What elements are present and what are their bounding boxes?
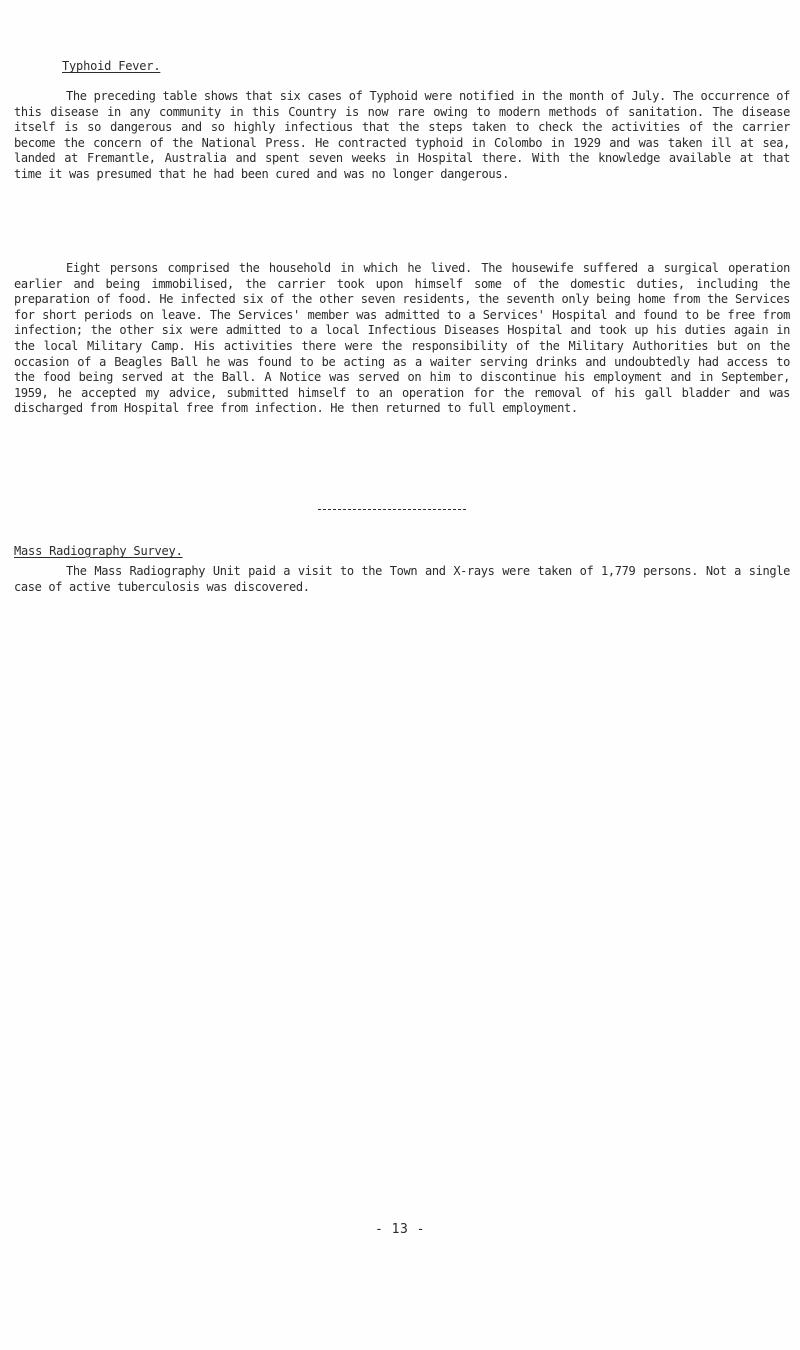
paragraph-typhoid-household [14, 261, 790, 417]
paragraph-text: The Mass Radiography Unit paid a visit to the Town and X-rays were taken of 1,779 persons. Not a single case of active tuberculosis was discovered. [14, 564, 790, 594]
page-number: - 13 - [375, 1222, 425, 1237]
paragraph-mass-radiography [14, 564, 790, 595]
section-heading-typhoid-fever: Typhoid Fever. [62, 59, 161, 73]
section-heading-mass-radiography: Mass Radiography Survey. [14, 544, 183, 558]
paragraph-text: The preceding table shows that six cases of Typhoid were notified in the month of July. The occurrence of this disease in any community in this Country is now rare owing to modern methods of sanitation. The disease itself is so dangerous and so highly infectious that the steps taken to check the activities of the carrier become the concern of the National Press. He contracted typhoid in Colombo in 1929 and was taken ill at sea, landed at Fremantle, Australia and spent seven weeks in Hospital there. With the knowledge available at that time it was presumed that he had been cured and was no longer dangerous. [14, 89, 790, 181]
paragraph-typhoid-intro [14, 89, 790, 183]
section-divider [318, 509, 466, 510]
paragraph-text: Eight persons comprised the household in which he lived. The housewife suffered a surgical operation earlier and being immobilised, the carrier took upon himself some of the domestic duties, including the preparation of food. He infected six of the other seven residents, the seventh only being home from the Services for short periods on leave. The Services' member was admitted to a Services' Hospital and found to be free from infection; the other six were admitted to a local Infectious Diseases Hospital and took up his duties again in the local Military Camp. His activities there were the responsibility of the Military Authorities but on the occasion of a Beagles Ball he was found to be acting as a waiter serving drinks and undoubtedly had access to the food being served at the Ball. A Notice was served on him to discontinue his employment and in September, 1959, he accepted my advice, submitted himself to an operation for the removal of his gall bladder and was discharged from Hospital free from infection. He then returned to full employment. [14, 261, 790, 416]
